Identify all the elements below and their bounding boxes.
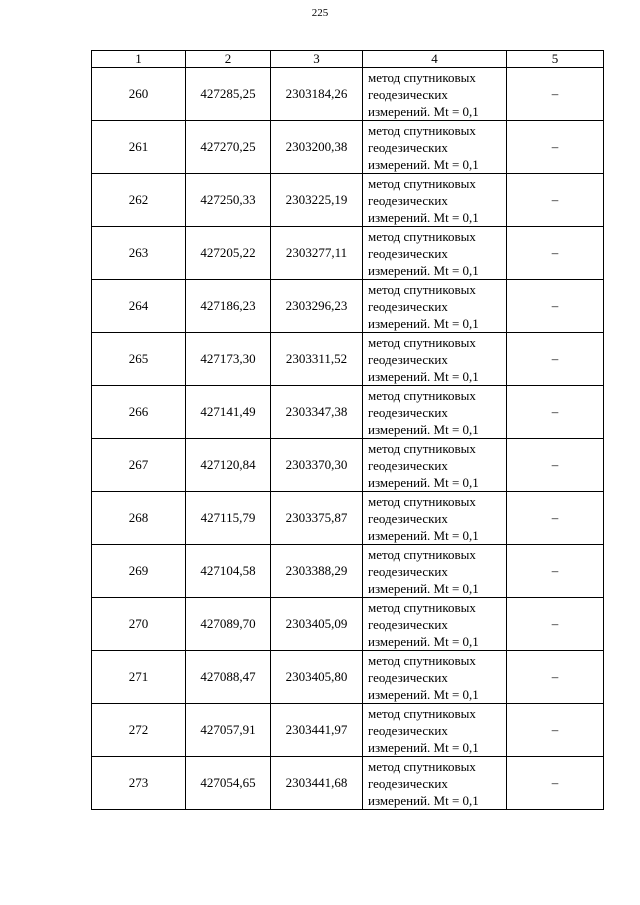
point-number-cell: 261 — [92, 121, 186, 174]
method-line: метод спутниковых — [368, 69, 476, 85]
point-number-cell: 273 — [92, 757, 186, 810]
y-coordinate-cell: 2303375,87 — [271, 492, 363, 545]
x-coordinate-cell: 427088,47 — [186, 651, 271, 704]
table-row — [92, 174, 604, 227]
method-line: измерений. Mt = 0,1 — [368, 739, 479, 755]
method-line: геодезических — [368, 351, 448, 367]
method-cell — [363, 174, 507, 227]
table-row — [92, 492, 604, 545]
note-cell: – — [507, 174, 604, 227]
method-line: метод спутниковых — [368, 228, 476, 244]
method-line: метод спутниковых — [368, 281, 476, 297]
method-line: измерений. Mt = 0,1 — [368, 421, 479, 437]
point-number-cell: 263 — [92, 227, 186, 280]
method-line: измерений. Mt = 0,1 — [368, 633, 479, 649]
method-line: измерений. Mt = 0,1 — [368, 103, 479, 119]
note-cell: – — [507, 545, 604, 598]
note-cell: – — [507, 598, 604, 651]
x-coordinate-cell: 427057,91 — [186, 704, 271, 757]
y-coordinate-cell: 2303296,23 — [271, 280, 363, 333]
x-coordinate-cell: 427104,58 — [186, 545, 271, 598]
point-number-cell: 270 — [92, 598, 186, 651]
method-line: метод спутниковых — [368, 387, 476, 403]
method-cell — [363, 651, 507, 704]
y-coordinate-cell: 2303277,11 — [271, 227, 363, 280]
note-cell: – — [507, 651, 604, 704]
table-row — [92, 757, 604, 810]
method-line: измерений. Mt = 0,1 — [368, 209, 479, 225]
note-cell: – — [507, 439, 604, 492]
y-coordinate-cell: 2303441,68 — [271, 757, 363, 810]
point-number-cell: 269 — [92, 545, 186, 598]
table-body — [92, 68, 604, 810]
method-cell — [363, 704, 507, 757]
table-row — [92, 598, 604, 651]
y-coordinate-cell: 2303370,30 — [271, 439, 363, 492]
x-coordinate-cell: 427054,65 — [186, 757, 271, 810]
x-coordinate-cell: 427115,79 — [186, 492, 271, 545]
method-line: метод спутниковых — [368, 546, 476, 562]
x-coordinate-cell: 427186,23 — [186, 280, 271, 333]
note-cell: – — [507, 68, 604, 121]
method-cell — [363, 68, 507, 121]
point-number-cell: 268 — [92, 492, 186, 545]
method-line: метод спутниковых — [368, 334, 476, 350]
method-line: геодезических — [368, 563, 448, 579]
table-row — [92, 545, 604, 598]
method-line: геодезических — [368, 669, 448, 685]
table-row — [92, 333, 604, 386]
y-coordinate-cell: 2303200,38 — [271, 121, 363, 174]
x-coordinate-cell: 427285,25 — [186, 68, 271, 121]
method-line: измерений. Mt = 0,1 — [368, 580, 479, 596]
method-line: геодезических — [368, 139, 448, 155]
y-coordinate-cell: 2303184,26 — [271, 68, 363, 121]
method-line: метод спутниковых — [368, 599, 476, 615]
method-line: геодезических — [368, 775, 448, 791]
method-line: метод спутниковых — [368, 652, 476, 668]
table-header — [92, 51, 604, 68]
table-row — [92, 439, 604, 492]
y-coordinate-cell: 2303441,97 — [271, 704, 363, 757]
method-cell — [363, 333, 507, 386]
method-cell — [363, 280, 507, 333]
method-line: геодезических — [368, 86, 448, 102]
note-cell: – — [507, 227, 604, 280]
x-coordinate-cell: 427205,22 — [186, 227, 271, 280]
y-coordinate-cell: 2303311,52 — [271, 333, 363, 386]
table-row — [92, 704, 604, 757]
x-coordinate-cell: 427270,25 — [186, 121, 271, 174]
table-row — [92, 68, 604, 121]
x-coordinate-cell: 427141,49 — [186, 386, 271, 439]
method-cell — [363, 598, 507, 651]
note-cell: – — [507, 386, 604, 439]
method-cell — [363, 439, 507, 492]
y-coordinate-cell: 2303225,19 — [271, 174, 363, 227]
point-number-cell: 271 — [92, 651, 186, 704]
header-row — [92, 51, 604, 68]
method-cell — [363, 545, 507, 598]
point-number-cell: 262 — [92, 174, 186, 227]
column-header-1: 1 — [92, 51, 186, 68]
method-line: измерений. Mt = 0,1 — [368, 792, 479, 808]
table-row — [92, 280, 604, 333]
table-row — [92, 227, 604, 280]
table-row — [92, 121, 604, 174]
column-header-2: 2 — [186, 51, 271, 68]
note-cell: – — [507, 333, 604, 386]
note-cell: – — [507, 704, 604, 757]
column-header-3: 3 — [271, 51, 363, 68]
point-number-cell: 267 — [92, 439, 186, 492]
column-header-4: 4 — [363, 51, 507, 68]
method-line: геодезических — [368, 722, 448, 738]
method-line: геодезических — [368, 510, 448, 526]
method-line: измерений. Mt = 0,1 — [368, 368, 479, 384]
note-cell: – — [507, 121, 604, 174]
y-coordinate-cell: 2303347,38 — [271, 386, 363, 439]
note-cell: – — [507, 757, 604, 810]
method-line: измерений. Mt = 0,1 — [368, 156, 479, 172]
y-coordinate-cell: 2303405,80 — [271, 651, 363, 704]
method-cell — [363, 227, 507, 280]
method-line: геодезических — [368, 404, 448, 420]
method-line: измерений. Mt = 0,1 — [368, 262, 479, 278]
method-line: метод спутниковых — [368, 758, 476, 774]
point-number-cell: 272 — [92, 704, 186, 757]
point-number-cell: 265 — [92, 333, 186, 386]
note-cell: – — [507, 492, 604, 545]
page-number: 225 — [311, 7, 329, 19]
x-coordinate-cell: 427250,33 — [186, 174, 271, 227]
method-line: геодезических — [368, 298, 448, 314]
method-line: измерений. Mt = 0,1 — [368, 527, 479, 543]
method-cell — [363, 386, 507, 439]
point-number-cell: 260 — [92, 68, 186, 121]
y-coordinate-cell: 2303405,09 — [271, 598, 363, 651]
point-number-cell: 264 — [92, 280, 186, 333]
column-header-5: 5 — [507, 51, 604, 68]
method-line: метод спутниковых — [368, 705, 476, 721]
method-cell — [363, 121, 507, 174]
method-line: геодезических — [368, 457, 448, 473]
note-cell: – — [507, 280, 604, 333]
table-row — [92, 651, 604, 704]
method-line: метод спутниковых — [368, 122, 476, 138]
method-line: метод спутниковых — [368, 493, 476, 509]
x-coordinate-cell: 427120,84 — [186, 439, 271, 492]
method-line: измерений. Mt = 0,1 — [368, 315, 479, 331]
method-line: геодезических — [368, 245, 448, 261]
method-line: геодезических — [368, 616, 448, 632]
x-coordinate-cell: 427173,30 — [186, 333, 271, 386]
coordinates-table — [91, 50, 604, 810]
y-coordinate-cell: 2303388,29 — [271, 545, 363, 598]
method-line: геодезических — [368, 192, 448, 208]
method-line: метод спутниковых — [368, 440, 476, 456]
x-coordinate-cell: 427089,70 — [186, 598, 271, 651]
method-cell — [363, 492, 507, 545]
method-line: метод спутниковых — [368, 175, 476, 191]
point-number-cell: 266 — [92, 386, 186, 439]
table-row — [92, 386, 604, 439]
method-line: измерений. Mt = 0,1 — [368, 686, 479, 702]
method-cell — [363, 757, 507, 810]
method-line: измерений. Mt = 0,1 — [368, 474, 479, 490]
